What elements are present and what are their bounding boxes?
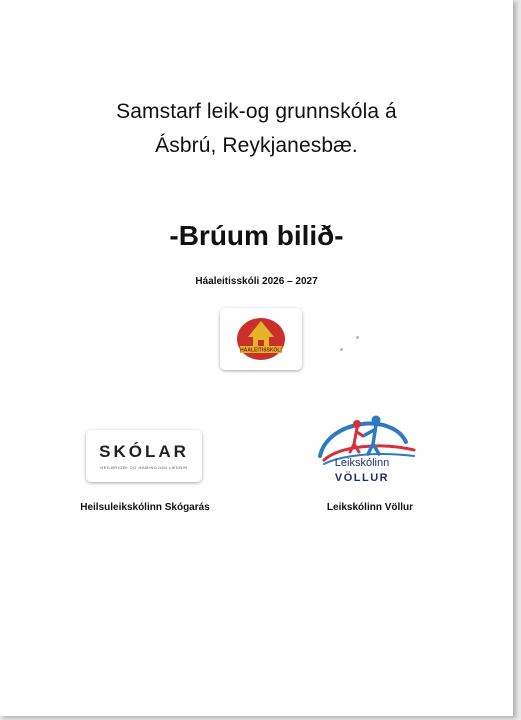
caption-left: Heilsuleikskólinn Skógarás [80, 502, 210, 513]
caption-right: Leikskólinn Völlur [326, 502, 414, 513]
motto-heading: -Brúum bilið- [169, 220, 344, 251]
haaleitisskoli-logo-card [220, 308, 302, 370]
scan-dot [356, 336, 359, 339]
title-line-2: Ásbrú, Reykjanesbæ. [155, 134, 358, 157]
center-logo-text: HÁALEITISSKÓLI [240, 347, 282, 354]
scan-dot [340, 348, 343, 351]
school-year-label: Háaleitisskóli 2026 – 2027 [195, 276, 318, 287]
skolar-logo-text: SKÓLAR [99, 442, 189, 461]
title-line-1: Samstarf leik-og grunnskóla á [116, 100, 397, 123]
skolar-logo-card [86, 430, 202, 482]
vollur-logo-word: VÖLLUR [334, 472, 390, 484]
haaleitisskoli-logo-icon [220, 308, 302, 370]
skolar-logo-tagline: HEILBRIGÐI OG HAMINGJUM LÆKNIR [100, 465, 188, 470]
vollur-logo-name: Leikskólinn [334, 457, 390, 469]
